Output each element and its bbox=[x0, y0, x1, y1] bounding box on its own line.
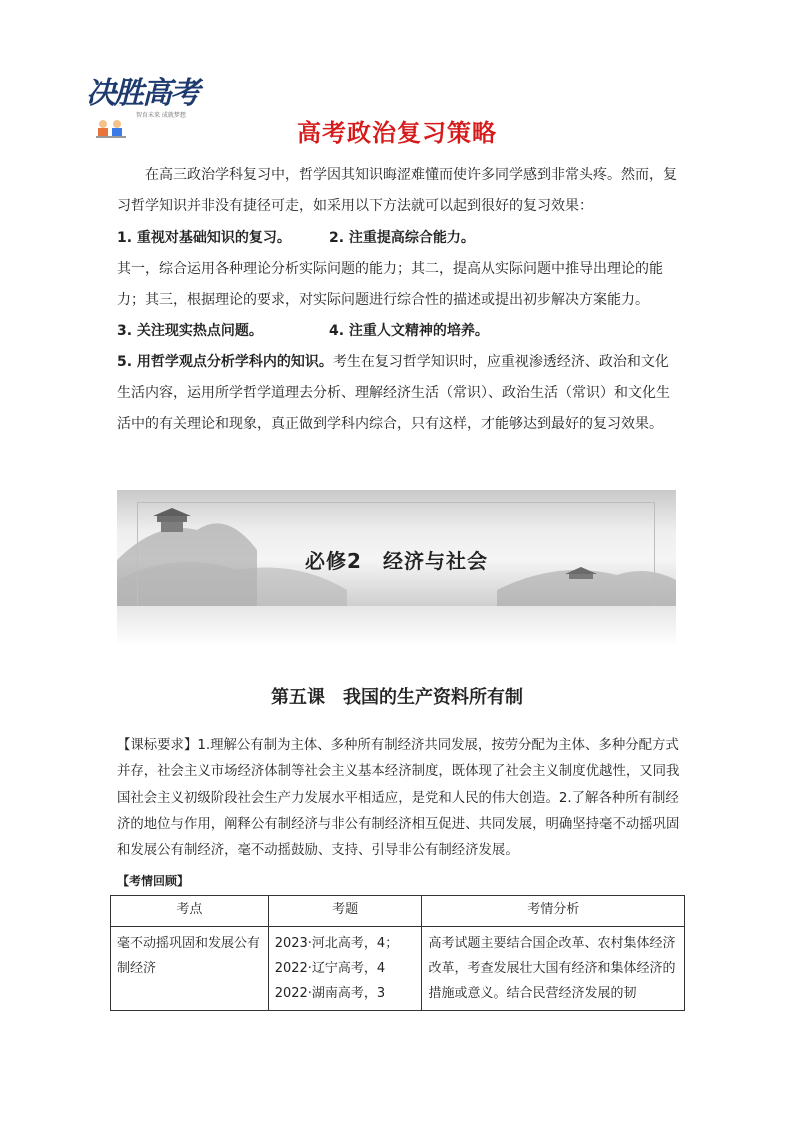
header-analysis: 考情分析 bbox=[422, 896, 685, 927]
review-label: 【考情回顾】 bbox=[117, 874, 190, 888]
cell-exams bbox=[268, 927, 422, 1011]
exam-item: 2022·辽宁高考，4 bbox=[274, 961, 386, 976]
strategy-row-1 bbox=[117, 223, 681, 254]
table-row bbox=[111, 927, 685, 1011]
document-title: 高考政治复习策略 bbox=[297, 119, 497, 147]
strategy-row-2 bbox=[117, 316, 681, 347]
strategy-item-3: 3. 关注现实热点问题。 bbox=[117, 323, 263, 339]
cell-point: 毫不动摇巩固和发展公有制经济 bbox=[111, 927, 269, 1011]
strategy-item-1: 1. 重视对基础知识的复习。 bbox=[117, 230, 291, 246]
cell-analysis: 高考试题主要结合国企改革、农村集体经济改革，考查发展壮大国有经济和集体经济的措施或意义。结合民营经济发展的韧 bbox=[422, 927, 685, 1011]
intro-paragraph: 在高三政治学科复习中，哲学因其知识晦涩难懂而使许多同学感到非常头疼。然而，复习哲学知识并非没有捷径可走，如采用以下方法就可以起到很好的复习效果： bbox=[117, 167, 677, 214]
table-header-row bbox=[111, 896, 685, 927]
banner-shadow bbox=[117, 606, 676, 646]
banner-title: 必修2 经济与社会 bbox=[305, 549, 488, 573]
strategy-item-4: 4. 注重人文精神的培养。 bbox=[329, 323, 489, 339]
strategy-item-2: 2. 注重提高综合能力。 bbox=[329, 230, 475, 246]
strategy-item-5-desc: 考生在复习哲学知识时，应重视渗透经济、政治和文化生活内容，运用所学哲学道理去分析、理解经济生活（常识）、政治生活（常识）和文化生活中的有关理论和现象，真正做到学科内综合，只有这样，才能够达到最好的复习效果。 bbox=[117, 354, 670, 432]
logo-text: 决胜高考 bbox=[86, 76, 198, 111]
exam-review-table bbox=[110, 895, 685, 1011]
header-point: 考点 bbox=[111, 896, 269, 927]
curriculum-requirements: 【课标要求】1.理解公有制为主体、多种所有制经济共同发展，按劳分配为主体、多种分配方式并存，社会主义市场经济体制等社会主义基本经济制度，既体现了社会主义制度优越性，又同我国社会主义初级阶段社会生产力发展水平相适应，是党和人民的伟大创造。2.了解各种所有制经济的地位与作用，阐释公有制经济与非公有制经济相互促进、共同发展，明确坚持毫不动摇巩固和发展公有制经济，毫不动摇鼓励、支持、引导非公有制经济发展。 bbox=[117, 738, 680, 859]
strategy-item-2-desc: 其一，综合运用各种理论分析实际问题的能力；其二，提高从实际问题中推导出理论的能力；其三，根据理论的要求，对实际问题进行综合性的描述或提出初步解决方案能力。 bbox=[117, 261, 663, 308]
header-exam: 考题 bbox=[268, 896, 422, 927]
lesson-title: 第五课 我国的生产资料所有制 bbox=[271, 687, 523, 708]
exam-item: 2022·湖南高考，3 bbox=[274, 986, 386, 1001]
logo-subtitle: 智育未来 成就梦想 bbox=[136, 112, 186, 119]
exam-item: 2023·河北高考，4； bbox=[274, 936, 399, 951]
strategy-item-5-block bbox=[117, 347, 681, 440]
strategy-item-5: 5. 用哲学观点分析学科内的知识。 bbox=[117, 354, 333, 370]
